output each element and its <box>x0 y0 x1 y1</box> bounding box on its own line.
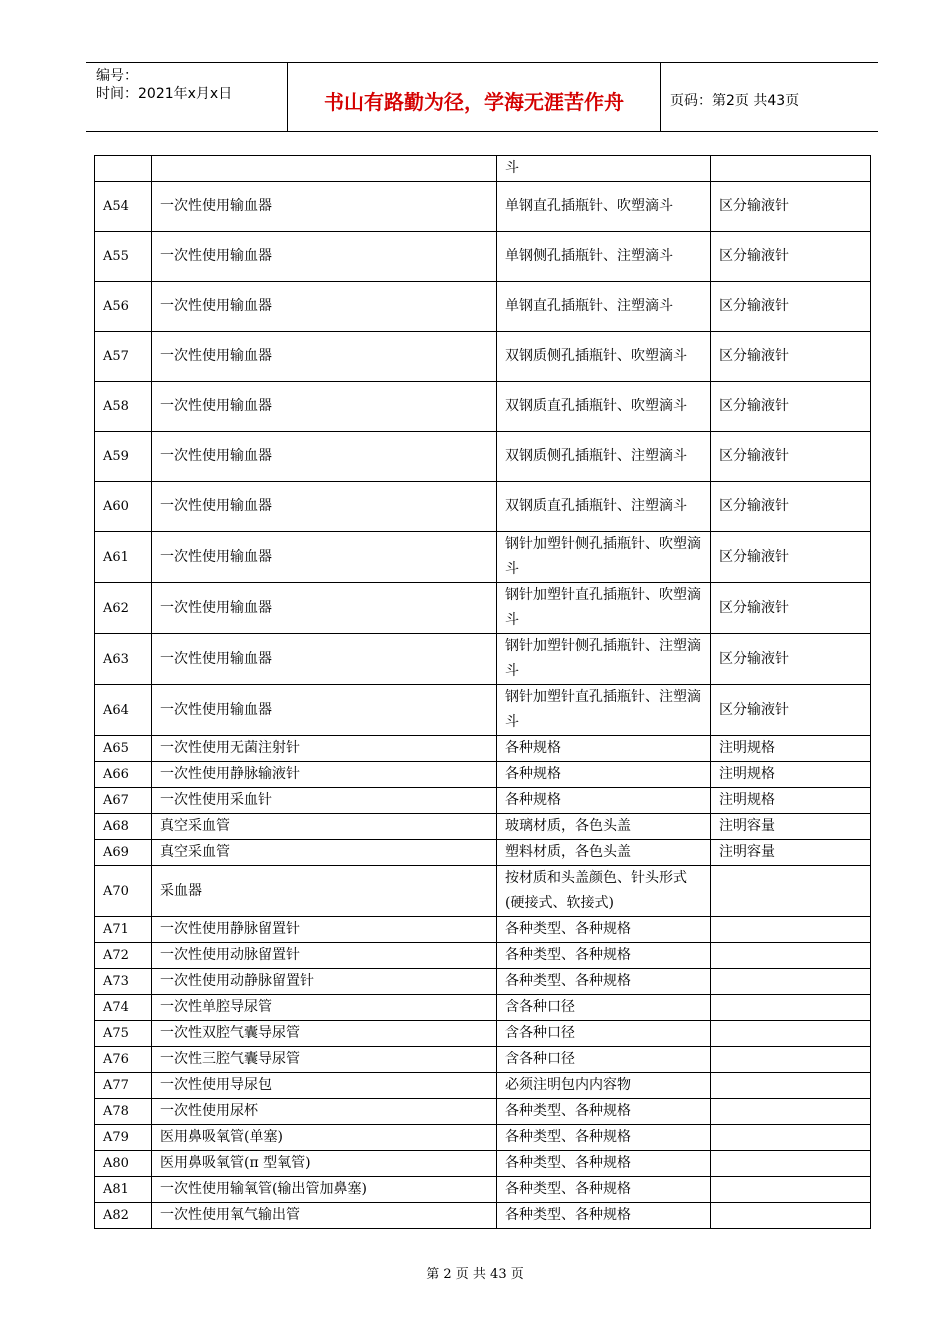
table-row <box>95 156 871 182</box>
product-name-cell: 医用鼻吸氧管(单塞) <box>152 1125 497 1151</box>
spec-cell: 双钢质直孔插瓶针、注塑滴斗 <box>497 482 711 532</box>
product-name-cell: 一次性使用采血针 <box>152 788 497 814</box>
product-name-cell: 一次性使用输血器 <box>152 232 497 282</box>
table-row <box>95 332 871 382</box>
code-cell: A61 <box>95 532 152 583</box>
note-cell: 注明容量 <box>711 814 871 840</box>
table-row <box>95 583 871 634</box>
code-cell: A59 <box>95 432 152 482</box>
note-cell: 区分输液针 <box>711 482 871 532</box>
product-name-cell: 真空采血管 <box>152 814 497 840</box>
code-cell: A66 <box>95 762 152 788</box>
product-name-cell: 一次性使用输氧管(输出管加鼻塞) <box>152 1177 497 1203</box>
table-row <box>95 634 871 685</box>
note-cell <box>711 1177 871 1203</box>
note-cell: 区分输液针 <box>711 282 871 332</box>
table-row <box>95 482 871 532</box>
code-cell: A78 <box>95 1099 152 1125</box>
product-name-cell: 一次性使用输血器 <box>152 432 497 482</box>
spec-cell: 各种规格 <box>497 762 711 788</box>
table-row <box>95 1177 871 1203</box>
note-cell: 区分输液针 <box>711 232 871 282</box>
spec-cell: 双钢质侧孔插瓶针、吹塑滴斗 <box>497 332 711 382</box>
table-row <box>95 1151 871 1177</box>
code-cell: A63 <box>95 634 152 685</box>
spec-cell: 单钢侧孔插瓶针、注塑滴斗 <box>497 232 711 282</box>
header-page-label: 页码：第2页 共43页 <box>670 93 800 109</box>
spec-cell: 各种规格 <box>497 788 711 814</box>
table-row <box>95 232 871 282</box>
product-name-cell: 一次性使用尿杯 <box>152 1099 497 1125</box>
note-cell <box>711 1073 871 1099</box>
code-cell: A68 <box>95 814 152 840</box>
note-cell <box>711 1047 871 1073</box>
table-row <box>95 1047 871 1073</box>
table-row <box>95 762 871 788</box>
product-name-cell: 一次性双腔气囊导尿管 <box>152 1021 497 1047</box>
product-name-cell <box>152 156 497 182</box>
spec-cell: 各种类型、各种规格 <box>497 969 711 995</box>
page-header <box>86 62 878 132</box>
product-name-cell: 一次性使用动脉留置针 <box>152 943 497 969</box>
code-cell: A73 <box>95 969 152 995</box>
spec-cell: 各种类型、各种规格 <box>497 1099 711 1125</box>
spec-cell: 按材质和头盖颜色、针头形式(硬接式、软接式) <box>497 866 711 917</box>
table-row <box>95 943 871 969</box>
note-cell: 注明容量 <box>711 840 871 866</box>
spec-cell: 各种类型、各种规格 <box>497 943 711 969</box>
note-cell: 区分输液针 <box>711 634 871 685</box>
code-cell: A77 <box>95 1073 152 1099</box>
code-cell: A81 <box>95 1177 152 1203</box>
table-row <box>95 382 871 432</box>
page-footer: 第 2 页 共 43 页 <box>426 1267 524 1282</box>
header-motto: 书山有路勤为径，学海无涯苦作舟 <box>324 89 624 114</box>
table-row <box>95 1021 871 1047</box>
spec-cell: 钢针加塑针侧孔插瓶针、注塑滴斗 <box>497 634 711 685</box>
spec-cell: 双钢质直孔插瓶针、吹塑滴斗 <box>497 382 711 432</box>
spec-cell: 含各种口径 <box>497 995 711 1021</box>
product-name-cell: 一次性使用输血器 <box>152 482 497 532</box>
code-cell: A55 <box>95 232 152 282</box>
table-row <box>95 814 871 840</box>
code-cell: A71 <box>95 917 152 943</box>
spec-cell: 钢针加塑针直孔插瓶针、注塑滴斗 <box>497 685 711 736</box>
product-name-cell: 一次性使用输血器 <box>152 685 497 736</box>
note-cell <box>711 995 871 1021</box>
spec-cell: 各种类型、各种规格 <box>497 1177 711 1203</box>
code-cell: A60 <box>95 482 152 532</box>
code-cell: A64 <box>95 685 152 736</box>
code-cell: A65 <box>95 736 152 762</box>
time-label: 时间：2021年x月x日 <box>96 86 233 102</box>
table-row <box>95 532 871 583</box>
product-name-cell: 医用鼻吸氧管(π 型氧管) <box>152 1151 497 1177</box>
code-cell: A82 <box>95 1203 152 1229</box>
spec-cell: 各种类型、各种规格 <box>497 1151 711 1177</box>
table-row <box>95 1099 871 1125</box>
table-row <box>95 995 871 1021</box>
spec-cell: 斗 <box>497 156 711 182</box>
spec-cell: 各种类型、各种规格 <box>497 917 711 943</box>
product-name-cell: 一次性单腔导尿管 <box>152 995 497 1021</box>
product-name-cell: 采血器 <box>152 866 497 917</box>
note-cell: 区分输液针 <box>711 332 871 382</box>
spec-cell: 含各种口径 <box>497 1021 711 1047</box>
note-cell <box>711 969 871 995</box>
code-cell: A58 <box>95 382 152 432</box>
product-name-cell: 一次性使用静脉输液针 <box>152 762 497 788</box>
product-name-cell: 一次性使用输血器 <box>152 583 497 634</box>
spec-cell: 含各种口径 <box>497 1047 711 1073</box>
product-name-cell: 一次性使用输血器 <box>152 332 497 382</box>
code-cell: A57 <box>95 332 152 382</box>
spec-cell: 塑料材质，各色头盖 <box>497 840 711 866</box>
code-cell: A56 <box>95 282 152 332</box>
note-cell <box>711 156 871 182</box>
product-name-cell: 一次性三腔气囊导尿管 <box>152 1047 497 1073</box>
note-cell <box>711 1151 871 1177</box>
table-row <box>95 788 871 814</box>
product-name-cell: 一次性使用动静脉留置针 <box>152 969 497 995</box>
note-cell <box>711 1125 871 1151</box>
note-cell <box>711 1099 871 1125</box>
table-row <box>95 736 871 762</box>
note-cell <box>711 1203 871 1229</box>
product-name-cell: 一次性使用氧气输出管 <box>152 1203 497 1229</box>
note-cell: 注明规格 <box>711 788 871 814</box>
note-cell: 区分输液针 <box>711 382 871 432</box>
note-cell <box>711 943 871 969</box>
code-cell: A54 <box>95 182 152 232</box>
code-cell: A62 <box>95 583 152 634</box>
product-table <box>94 155 871 1229</box>
table-row <box>95 1073 871 1099</box>
table-row <box>95 917 871 943</box>
spec-cell: 各种类型、各种规格 <box>497 1125 711 1151</box>
product-name-cell: 一次性使用静脉留置针 <box>152 917 497 943</box>
code-cell: A72 <box>95 943 152 969</box>
spec-cell: 双钢质侧孔插瓶针、注塑滴斗 <box>497 432 711 482</box>
product-name-cell: 真空采血管 <box>152 840 497 866</box>
table-row <box>95 1125 871 1151</box>
product-name-cell: 一次性使用输血器 <box>152 382 497 432</box>
product-name-cell: 一次性使用输血器 <box>152 282 497 332</box>
note-cell <box>711 917 871 943</box>
product-name-cell: 一次性使用输血器 <box>152 532 497 583</box>
note-cell <box>711 1021 871 1047</box>
note-cell: 区分输液针 <box>711 182 871 232</box>
table-row <box>95 685 871 736</box>
product-name-cell: 一次性使用导尿包 <box>152 1073 497 1099</box>
table-row <box>95 866 871 917</box>
product-name-cell: 一次性使用无菌注射针 <box>152 736 497 762</box>
spec-cell: 单钢直孔插瓶针、吹塑滴斗 <box>497 182 711 232</box>
code-cell: A80 <box>95 1151 152 1177</box>
code-cell: A67 <box>95 788 152 814</box>
note-cell: 区分输液针 <box>711 532 871 583</box>
note-cell: 区分输液针 <box>711 685 871 736</box>
code-cell: A75 <box>95 1021 152 1047</box>
note-cell <box>711 866 871 917</box>
table-row <box>95 1203 871 1229</box>
spec-cell: 必须注明包内内容物 <box>497 1073 711 1099</box>
code-cell: A74 <box>95 995 152 1021</box>
note-cell: 注明规格 <box>711 762 871 788</box>
spec-cell: 玻璃材质，各色头盖 <box>497 814 711 840</box>
spec-cell: 各种规格 <box>497 736 711 762</box>
header-meta <box>96 67 232 103</box>
spec-cell: 各种类型、各种规格 <box>497 1203 711 1229</box>
header-divider <box>660 63 661 131</box>
table-row <box>95 282 871 332</box>
code-cell <box>95 156 152 182</box>
note-cell: 区分输液针 <box>711 583 871 634</box>
note-cell: 区分输液针 <box>711 432 871 482</box>
code-cell: A79 <box>95 1125 152 1151</box>
table-row <box>95 182 871 232</box>
table-row <box>95 432 871 482</box>
product-name-cell: 一次性使用输血器 <box>152 182 497 232</box>
spec-cell: 钢针加塑针直孔插瓶针、吹塑滴斗 <box>497 583 711 634</box>
product-name-cell: 一次性使用输血器 <box>152 634 497 685</box>
code-cell: A76 <box>95 1047 152 1073</box>
code-cell: A69 <box>95 840 152 866</box>
spec-cell: 单钢直孔插瓶针、注塑滴斗 <box>497 282 711 332</box>
table-row <box>95 969 871 995</box>
spec-cell: 钢针加塑针侧孔插瓶针、吹塑滴斗 <box>497 532 711 583</box>
table-row <box>95 840 871 866</box>
code-cell: A70 <box>95 866 152 917</box>
note-cell: 注明规格 <box>711 736 871 762</box>
number-label: 编号： <box>96 68 138 84</box>
